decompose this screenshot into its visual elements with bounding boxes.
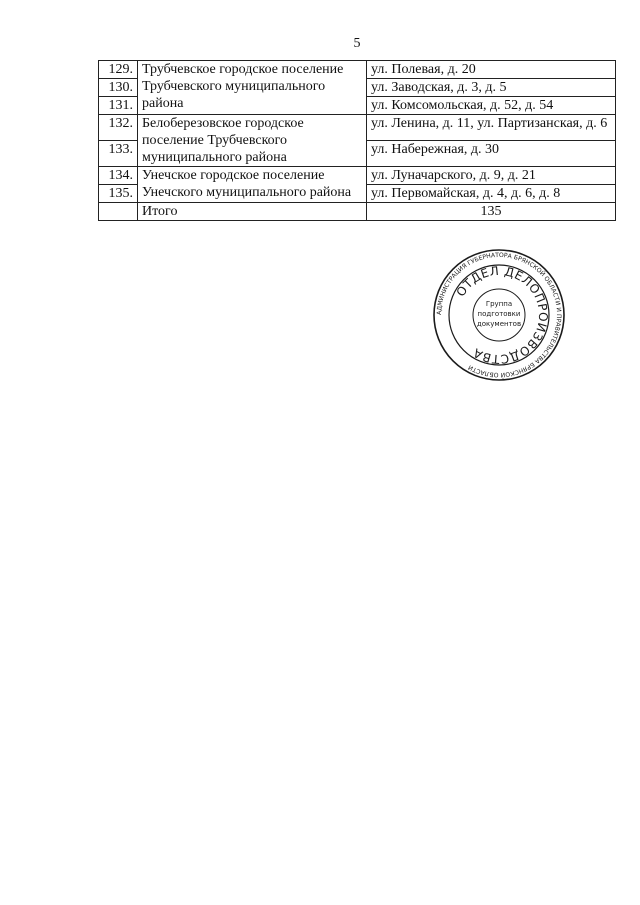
stamp-center-line: Группа: [485, 300, 513, 308]
address-cell: ул. Ленина, д. 11, ул. Партизанская, д. 6: [367, 115, 616, 141]
stamp-outer-text: АДМИНИСТРАЦИЯ ГУБЕРНАТОРА БРЯНСКОЙ ОБЛАСТИ И ПРАВИТЕЛЬСТВА БРЯНСКОЙ ОБЛАСТИ: [435, 251, 563, 379]
total-value: 135: [367, 203, 616, 221]
row-number: 135.: [99, 185, 138, 203]
total-row: [99, 203, 616, 221]
address-cell: ул. Полевая, д. 20: [367, 61, 616, 79]
total-row-number: [99, 203, 138, 221]
stamp-center-line: документов: [476, 320, 522, 328]
table-row: [99, 61, 616, 79]
address-cell: ул. Луначарского, д. 9, д. 21: [367, 167, 616, 185]
table-row: [99, 167, 616, 185]
office-stamp: [432, 248, 566, 382]
page-number: 5: [353, 36, 361, 51]
settlement-name: Трубчевское городское поселение Трубчевского муниципального района: [138, 61, 367, 115]
row-number: 131.: [99, 97, 138, 115]
address-cell: ул. Комсомольская, д. 52, д. 54: [367, 97, 616, 115]
total-label: Итого: [138, 203, 367, 221]
settlement-address-table: [98, 60, 616, 221]
address-cell: ул. Набережная, д. 30: [367, 141, 616, 167]
address-cell: ул. Первомайская, д. 4, д. 6, д. 8: [367, 185, 616, 203]
table-row: [99, 115, 616, 141]
row-number: 133.: [99, 141, 138, 167]
stamp-center-line: подготовки: [477, 310, 521, 318]
stamp-middle-text: ОТДЕЛ ДЕЛОПРОИЗВОДСТВА: [453, 263, 551, 367]
settlement-name: Белоберезовское городское поселение Трубчевского муниципального района: [138, 115, 367, 167]
row-number: 130.: [99, 79, 138, 97]
row-number: 129.: [99, 61, 138, 79]
address-cell: ул. Заводская, д. 3, д. 5: [367, 79, 616, 97]
settlement-name: Унечское городское поселение Унечского муниципального района: [138, 167, 367, 203]
row-number: 132.: [99, 115, 138, 141]
row-number: 134.: [99, 167, 138, 185]
